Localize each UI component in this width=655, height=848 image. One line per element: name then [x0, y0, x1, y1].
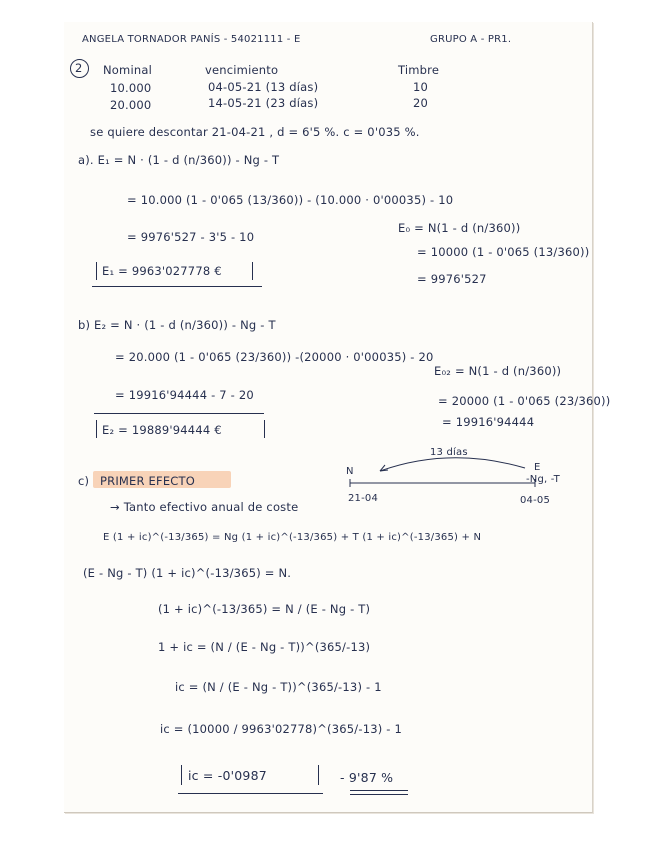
- result-underline: [92, 286, 262, 287]
- table-header-nominal: Nominal: [103, 63, 152, 77]
- result-box-right: [318, 765, 319, 785]
- result-underline: [178, 793, 323, 794]
- timeline-end-label: E: [534, 462, 541, 473]
- part-c-title: PRIMER EFECTO: [100, 474, 196, 488]
- part-b-step2: = 19916'94444 - 7 - 20: [115, 388, 254, 402]
- percent-underline-2: [350, 794, 408, 795]
- result-overline: [94, 413, 264, 414]
- part-a-side3: = 9976'527: [417, 272, 487, 286]
- group-header: GRUPO A - PR1.: [430, 34, 512, 45]
- part-b-formula: b) E₂ = N · (1 - d (n/360)) - Ng - T: [78, 318, 276, 332]
- equation-3: (1 + ic)^(-13/365) = N / (E - Ng - T): [158, 602, 371, 616]
- equation-2: (E - Ng - T) (1 + ic)^(-13/365) = N.: [83, 566, 292, 580]
- timeline-start-label: N: [346, 466, 354, 477]
- problem-statement: se quiere descontar 21-04-21 , d = 6'5 %. c = 0'035 %.: [90, 125, 420, 139]
- timeline-arrowhead: [380, 465, 388, 471]
- timeline-arrow: [380, 458, 525, 471]
- exercise-number: 2: [75, 61, 83, 75]
- equation-1: E (1 + ic)^(-13/365) = Ng (1 + ic)^(-13/365) + T (1 + ic)^(-13/365) + N: [103, 532, 482, 543]
- table-row-vencimiento: 14-05-21 (23 días): [208, 96, 319, 110]
- table-header-vencimiento: vencimiento: [205, 63, 279, 77]
- table-row-timbre: 10: [413, 80, 429, 94]
- result-box-left: [181, 765, 182, 785]
- part-c-percent: - 9'87 %: [340, 770, 394, 785]
- part-c-result: ic = -0'0987: [188, 768, 267, 783]
- part-a-result: E₁ = 9963'027778 €: [102, 264, 222, 278]
- result-box-left: [96, 262, 97, 280]
- part-a-formula: a). E₁ = N · (1 - d (n/360)) - Ng - T: [78, 153, 280, 167]
- part-a-side1: E₀ = N(1 - d (n/360)): [398, 221, 521, 235]
- part-b-side3: = 19916'94444: [442, 415, 535, 429]
- table-header-timbre: Timbre: [398, 63, 440, 77]
- equation-4: 1 + ic = (N / (E - Ng - T))^(365/-13): [158, 640, 371, 654]
- part-b-side2: = 20000 (1 - 0'065 (23/360)): [438, 394, 611, 408]
- timeline-end-date: 04-05: [520, 495, 551, 506]
- part-a-step1: = 10.000 (1 - 0'065 (13/360)) - (10.000 · 0'00035) - 10: [127, 193, 454, 207]
- result-box-left: [96, 420, 97, 438]
- part-c-label: c): [78, 474, 90, 488]
- part-b-step1: = 20.000 (1 - 0'065 (23/360)) -(20000 · 0'00035) - 20: [115, 350, 434, 364]
- equation-6: ic = (10000 / 9963'02778)^(365/-13) - 1: [160, 722, 403, 736]
- timeline-end-extra: -Ng, -T: [526, 474, 560, 485]
- percent-underline-1: [350, 790, 408, 791]
- part-a-side2: = 10000 (1 - 0'065 (13/360)): [417, 245, 590, 259]
- table-row-vencimiento: 04-05-21 (13 días): [208, 80, 319, 94]
- table-row-nominal: 20.000: [110, 98, 152, 112]
- table-row-nominal: 10.000: [110, 81, 152, 95]
- part-b-result: E₂ = 19889'94444 €: [102, 423, 222, 437]
- timeline-start-date: 21-04: [348, 493, 379, 504]
- student-header: ANGELA TORNADOR PANÍS - 54021111 - E: [82, 34, 301, 45]
- part-c-subtitle: → Tanto efectivo anual de coste: [110, 500, 299, 514]
- part-b-side1: E₀₂ = N(1 - d (n/360)): [434, 364, 562, 378]
- result-box-right: [252, 262, 253, 280]
- equation-5: ic = (N / (E - Ng - T))^(365/-13) - 1: [175, 680, 382, 694]
- timeline-days: 13 días: [430, 447, 468, 458]
- part-a-step2: = 9976'527 - 3'5 - 10: [127, 230, 255, 244]
- result-box-right: [264, 420, 265, 438]
- table-row-timbre: 20: [413, 96, 429, 110]
